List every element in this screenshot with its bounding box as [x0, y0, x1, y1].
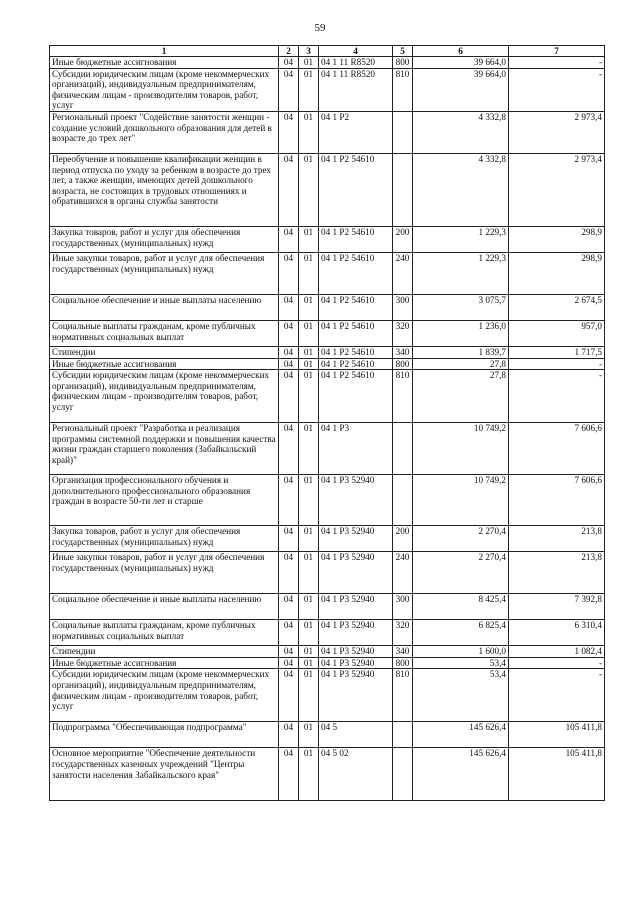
row-expense-type: 300 — [393, 294, 413, 320]
row-subsection-code: 01 — [299, 370, 319, 423]
row-section-code: 04 — [279, 57, 299, 69]
row-expense-type: 200 — [393, 226, 413, 252]
row-name: Субсидии юридическим лицам (кроме некоммерческих организаций), индивидуальным предпринимателям, физическим лицам - производителям товаров, работ, услуг — [50, 370, 279, 423]
row-section-code: 04 — [279, 294, 299, 320]
row-target-article: 04 1 P3 — [319, 423, 393, 475]
column-header: 6 — [413, 46, 509, 57]
row-amount-1: 1 229,3 — [413, 226, 509, 252]
row-name: Иные бюджетные ассигнования — [50, 358, 279, 370]
row-amount-2: 213,8 — [509, 552, 605, 594]
row-name: Стипендии — [50, 646, 279, 658]
row-amount-1: 39 664,0 — [413, 68, 509, 111]
row-name: Стипендии — [50, 346, 279, 358]
row-target-article: 04 5 — [319, 722, 393, 748]
row-subsection-code: 01 — [299, 657, 319, 669]
row-expense-type: 810 — [393, 669, 413, 722]
row-name: Переобучение и повышение квалификации женщин в период отпуска по уходу за ребенком в возрасте до трех лет, а также женщин, имеющих детей дошкольного возраста, не состоящих в трудовых отношениях и обратившихся в органы службы занятости — [50, 153, 279, 226]
row-amount-1: 4 332,8 — [413, 111, 509, 153]
row-subsection-code: 01 — [299, 646, 319, 658]
row-target-article: 04 1 11 R8520 — [319, 68, 393, 111]
row-amount-2: - — [509, 370, 605, 423]
row-target-article: 04 1 P2 54610 — [319, 294, 393, 320]
row-amount-2: 2 973,4 — [509, 153, 605, 226]
table-row — [50, 370, 605, 423]
row-amount-1: 27,8 — [413, 358, 509, 370]
table-row — [50, 346, 605, 358]
row-amount-2: 105 411,8 — [509, 722, 605, 748]
budget-table — [49, 45, 605, 801]
row-amount-2: 7 392,8 — [509, 594, 605, 620]
table-row — [50, 669, 605, 722]
row-subsection-code: 01 — [299, 526, 319, 552]
table-row — [50, 475, 605, 526]
row-amount-1: 6 825,4 — [413, 620, 509, 646]
column-header: 7 — [509, 46, 605, 57]
column-header: 4 — [319, 46, 393, 57]
row-target-article: 04 1 P3 52940 — [319, 552, 393, 594]
row-section-code: 04 — [279, 722, 299, 748]
row-name: Закупка товаров, работ и услуг для обеспечения государственных (муниципальных) нужд — [50, 226, 279, 252]
row-section-code: 04 — [279, 68, 299, 111]
row-expense-type — [393, 475, 413, 526]
row-name: Иные закупки товаров, работ и услуг для обеспечения государственных (муниципальных) нужд — [50, 552, 279, 594]
row-expense-type: 800 — [393, 358, 413, 370]
row-target-article: 04 1 P3 52940 — [319, 669, 393, 722]
row-amount-2: 213,8 — [509, 526, 605, 552]
row-subsection-code: 01 — [299, 346, 319, 358]
row-subsection-code: 01 — [299, 68, 319, 111]
column-header: 5 — [393, 46, 413, 57]
row-amount-1: 145 626,4 — [413, 748, 509, 801]
column-header: 2 — [279, 46, 299, 57]
row-amount-2: - — [509, 657, 605, 669]
row-section-code: 04 — [279, 646, 299, 658]
column-header: 1 — [50, 46, 279, 57]
row-amount-1: 27,8 — [413, 370, 509, 423]
row-name: Иные бюджетные ассигнования — [50, 57, 279, 69]
row-amount-1: 39 664,0 — [413, 57, 509, 69]
row-target-article: 04 1 P3 52940 — [319, 646, 393, 658]
row-target-article: 04 1 P2 54610 — [319, 153, 393, 226]
row-section-code: 04 — [279, 370, 299, 423]
row-target-article: 04 1 P3 52940 — [319, 475, 393, 526]
table-row — [50, 252, 605, 294]
row-section-code: 04 — [279, 226, 299, 252]
table-row — [50, 552, 605, 594]
table-row — [50, 657, 605, 669]
row-subsection-code: 01 — [299, 669, 319, 722]
row-amount-1: 10 749,2 — [413, 423, 509, 475]
row-section-code: 04 — [279, 748, 299, 801]
row-name: Региональный проект "Разработка и реализация программы системной поддержки и повышения качества жизни граждан старшего поколения (Забайкальский край)" — [50, 423, 279, 475]
row-section-code: 04 — [279, 526, 299, 552]
row-section-code: 04 — [279, 552, 299, 594]
row-amount-2: 7 606,6 — [509, 423, 605, 475]
row-subsection-code: 01 — [299, 722, 319, 748]
table-row — [50, 722, 605, 748]
table-row — [50, 294, 605, 320]
row-amount-2: 298,9 — [509, 226, 605, 252]
row-expense-type: 300 — [393, 594, 413, 620]
table-row — [50, 594, 605, 620]
row-subsection-code: 01 — [299, 252, 319, 294]
row-subsection-code: 01 — [299, 594, 319, 620]
row-amount-1: 2 270,4 — [413, 552, 509, 594]
row-amount-1: 4 332,8 — [413, 153, 509, 226]
row-subsection-code: 01 — [299, 552, 319, 594]
table-row — [50, 423, 605, 475]
row-target-article: 04 1 P2 54610 — [319, 358, 393, 370]
row-section-code: 04 — [279, 252, 299, 294]
row-amount-2: 1 717,5 — [509, 346, 605, 358]
row-amount-1: 145 626,4 — [413, 722, 509, 748]
row-amount-1: 1 236,0 — [413, 320, 509, 346]
row-amount-1: 53,4 — [413, 669, 509, 722]
row-section-code: 04 — [279, 423, 299, 475]
row-amount-2: 2 674,5 — [509, 294, 605, 320]
row-target-article: 04 1 P2 — [319, 111, 393, 153]
row-target-article: 04 1 11 R8520 — [319, 57, 393, 69]
row-target-article: 04 5 02 — [319, 748, 393, 801]
row-expense-type — [393, 111, 413, 153]
row-name: Субсидии юридическим лицам (кроме некоммерческих организаций), индивидуальным предпринимателям, физическим лицам - производителям товаров, работ, услуг — [50, 669, 279, 722]
row-target-article: 04 1 P2 54610 — [319, 320, 393, 346]
row-amount-2: - — [509, 57, 605, 69]
row-expense-type: 320 — [393, 320, 413, 346]
row-section-code: 04 — [279, 594, 299, 620]
row-amount-1: 1 839,7 — [413, 346, 509, 358]
row-name: Организация профессионального обучения и дополнительного профессионального образования граждан в возрасте 50-ти лет и старше — [50, 475, 279, 526]
row-name: Социальные выплаты гражданам, кроме публичных нормативных социальных выплат — [50, 320, 279, 346]
table-row — [50, 68, 605, 111]
row-name: Иные закупки товаров, работ и услуг для обеспечения государственных (муниципальных) нужд — [50, 252, 279, 294]
table-row — [50, 358, 605, 370]
row-amount-2: 2 973,4 — [509, 111, 605, 153]
row-section-code: 04 — [279, 346, 299, 358]
row-amount-1: 2 270,4 — [413, 526, 509, 552]
table-row — [50, 526, 605, 552]
row-expense-type — [393, 722, 413, 748]
row-expense-type — [393, 153, 413, 226]
row-expense-type: 240 — [393, 552, 413, 594]
row-expense-type: 320 — [393, 620, 413, 646]
row-name: Социальное обеспечение и иные выплаты населению — [50, 294, 279, 320]
row-name: Иные бюджетные ассигнования — [50, 657, 279, 669]
row-section-code: 04 — [279, 320, 299, 346]
row-subsection-code: 01 — [299, 748, 319, 801]
row-amount-2: - — [509, 68, 605, 111]
table-row — [50, 226, 605, 252]
row-target-article: 04 1 P3 52940 — [319, 594, 393, 620]
row-target-article: 04 1 P2 54610 — [319, 346, 393, 358]
row-amount-1: 8 425,4 — [413, 594, 509, 620]
row-subsection-code: 01 — [299, 153, 319, 226]
row-target-article: 04 1 P2 54610 — [319, 370, 393, 423]
row-amount-2: 105 411,8 — [509, 748, 605, 801]
row-name: Основное мероприятие "Обеспечение деятельности государственных казенных учреждений "Центры занятости населения Забайкальского края" — [50, 748, 279, 801]
row-expense-type: 810 — [393, 68, 413, 111]
row-name: Социальное обеспечение и иные выплаты населению — [50, 594, 279, 620]
column-header: 3 — [299, 46, 319, 57]
row-expense-type — [393, 423, 413, 475]
row-subsection-code: 01 — [299, 294, 319, 320]
row-name: Закупка товаров, работ и услуг для обеспечения государственных (муниципальных) нужд — [50, 526, 279, 552]
row-section-code: 04 — [279, 475, 299, 526]
table-row — [50, 57, 605, 69]
row-target-article: 04 1 P2 54610 — [319, 252, 393, 294]
row-amount-2: 957,0 — [509, 320, 605, 346]
row-section-code: 04 — [279, 669, 299, 722]
row-amount-1: 1 600,0 — [413, 646, 509, 658]
row-amount-2: - — [509, 669, 605, 722]
row-amount-1: 1 229,3 — [413, 252, 509, 294]
row-subsection-code: 01 — [299, 320, 319, 346]
row-name: Региональный проект "Содействие занятости женщин - создание условий дошкольного образования для детей в возрасте до трех лет" — [50, 111, 279, 153]
table-row — [50, 111, 605, 153]
row-expense-type: 240 — [393, 252, 413, 294]
row-section-code: 04 — [279, 620, 299, 646]
row-amount-2: 298,9 — [509, 252, 605, 294]
row-expense-type: 810 — [393, 370, 413, 423]
row-section-code: 04 — [279, 358, 299, 370]
row-amount-1: 10 749,2 — [413, 475, 509, 526]
row-target-article: 04 1 P3 52940 — [319, 526, 393, 552]
row-amount-2: 7 606,6 — [509, 475, 605, 526]
row-subsection-code: 01 — [299, 475, 319, 526]
row-expense-type: 800 — [393, 57, 413, 69]
row-expense-type — [393, 748, 413, 801]
row-subsection-code: 01 — [299, 226, 319, 252]
row-expense-type: 200 — [393, 526, 413, 552]
row-section-code: 04 — [279, 153, 299, 226]
table-row — [50, 748, 605, 801]
row-amount-1: 3 075,7 — [413, 294, 509, 320]
page-number: 59 — [314, 22, 326, 34]
row-expense-type: 800 — [393, 657, 413, 669]
row-name: Подпрограмма "Обеспечивающая подпрограмма" — [50, 722, 279, 748]
row-section-code: 04 — [279, 111, 299, 153]
row-subsection-code: 01 — [299, 57, 319, 69]
table-row — [50, 320, 605, 346]
table-row — [50, 153, 605, 226]
row-expense-type: 340 — [393, 346, 413, 358]
row-expense-type: 340 — [393, 646, 413, 658]
row-target-article: 04 1 P3 52940 — [319, 620, 393, 646]
row-name: Социальные выплаты гражданам, кроме публичных нормативных социальных выплат — [50, 620, 279, 646]
table-header-row — [50, 46, 605, 57]
row-subsection-code: 01 — [299, 423, 319, 475]
row-subsection-code: 01 — [299, 358, 319, 370]
row-target-article: 04 1 P3 52940 — [319, 657, 393, 669]
row-amount-2: - — [509, 358, 605, 370]
table-row — [50, 620, 605, 646]
row-subsection-code: 01 — [299, 620, 319, 646]
row-amount-1: 53,4 — [413, 657, 509, 669]
row-target-article: 04 1 P2 54610 — [319, 226, 393, 252]
row-amount-2: 1 082,4 — [509, 646, 605, 658]
row-section-code: 04 — [279, 657, 299, 669]
row-subsection-code: 01 — [299, 111, 319, 153]
table-row — [50, 646, 605, 658]
row-name: Субсидии юридическим лицам (кроме некоммерческих организаций), индивидуальным предпринимателям, физическим лицам - производителям товаров, работ, услуг — [50, 68, 279, 111]
row-amount-2: 6 310,4 — [509, 620, 605, 646]
